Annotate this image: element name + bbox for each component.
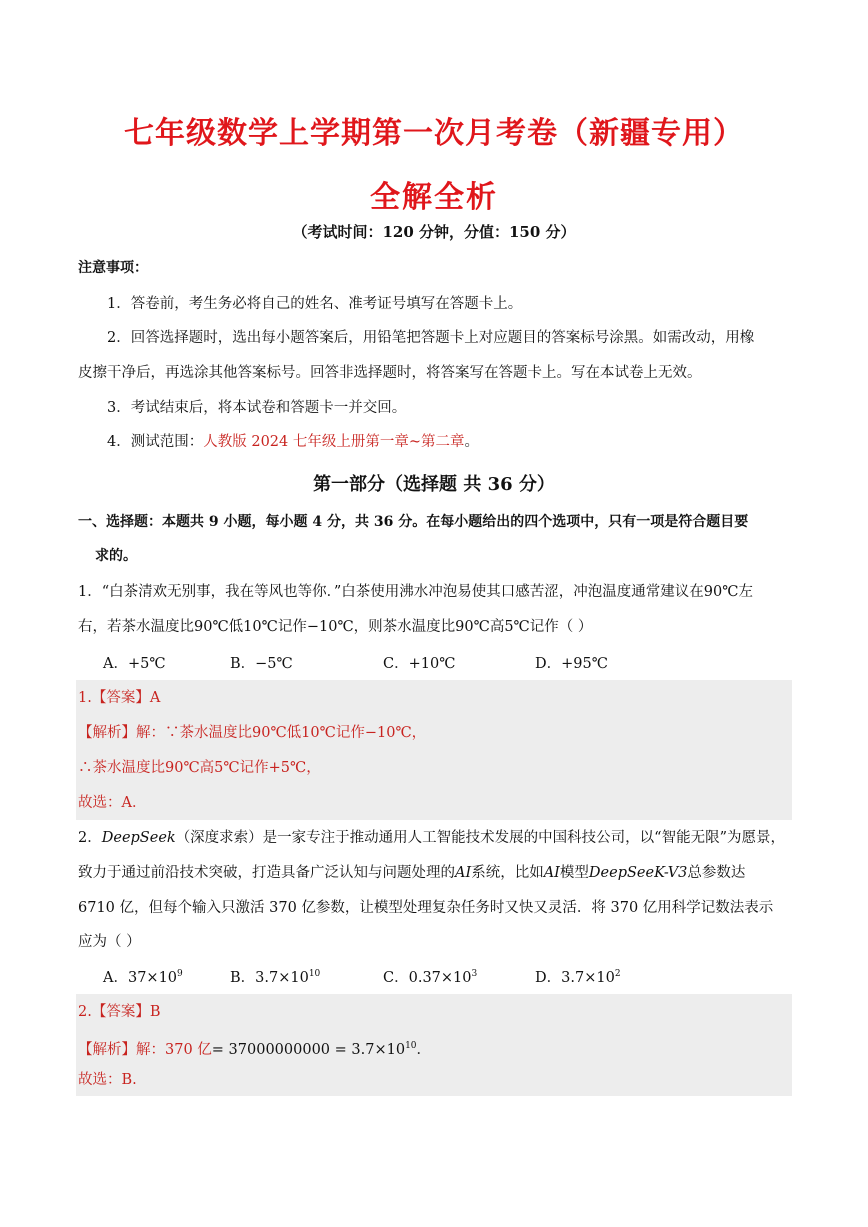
q2-stem-line-2	[78, 863, 745, 883]
exam-info: （考试时间：120 分钟，分值：150 分）	[292, 223, 576, 241]
q1-option-d: D．+95℃	[535, 656, 608, 672]
q1-analysis-line-1	[78, 723, 426, 743]
q2-option-b-base: 3.7×10	[255, 970, 309, 986]
page-title: 七年级数学上学期第一次月考卷（新疆专用）	[124, 116, 744, 151]
q2-option-a	[103, 966, 183, 987]
q2-option-c-label: C．	[383, 970, 409, 986]
q2-term-deepseek: DeepSeek	[101, 830, 176, 846]
q2-option-a-base: 37×10	[127, 970, 178, 986]
q2-analysis-part-b: = 37000000000 = 3.7×10	[211, 1042, 406, 1058]
q1-stem-line-1: 1．“白茶清欢无别事，我在等风也等你．”白茶使用沸水冲泡易使其口感苦涩，冲泡温度通常建议在90℃左	[78, 584, 753, 600]
q2-analysis-exp: 10	[405, 1041, 417, 1051]
q1-option-b: B．−5℃	[230, 656, 293, 672]
q2-option-a-exp: 9	[177, 969, 183, 979]
q2-stem-line-4: 应为（ ）	[78, 934, 141, 950]
q2-line-2-part-c: 模型	[559, 865, 589, 881]
notice-item-2-line-2: 皮擦干净后，再选涂其他答案标号。回答非选择题时，将答案写在答题卡上。写在本试卷上无效。	[78, 365, 702, 381]
q2-option-c-base: 0.37×10	[408, 970, 472, 986]
q2-number: 2．	[78, 830, 102, 846]
section-intro-line-1: 一、选择题：本题共 9 小题，每小题 4 分，共 36 分。在每小题给出的四个选项中，只有一项是符合题目要	[78, 514, 749, 530]
q2-option-b-label: B．	[230, 970, 256, 986]
q2-answer-label: 2.【答案】B	[78, 1004, 161, 1020]
q1-option-c: C．+10℃	[383, 656, 456, 672]
q1-conclusion: 故选：A．	[78, 795, 147, 811]
q2-option-c-exp: 3	[471, 969, 478, 979]
q1-analysis-text-1: 解：∵茶水温度比90℃低10℃记作−10℃，	[136, 725, 427, 741]
section-intro-line-2: 求的。	[95, 548, 137, 564]
q2-option-d-base: 3.7×10	[561, 970, 615, 986]
q2-option-a-label: A．	[103, 970, 128, 986]
notice-heading: 注意事项：	[78, 260, 148, 276]
q1-analysis-tag: 【解析】	[78, 725, 136, 741]
notice-item-2-line-1: 2．回答选择题时，选出每小题答案后，用铅笔把答题卡上对应题目的答案标号涂黑。如需改动，用橡	[107, 330, 755, 346]
q2-stem-line-3: 6710 亿，但每个输入只激活 370 亿参数，让模型处理复杂任务时又快又灵活．将 370 亿用科学记数法表示	[78, 900, 774, 916]
notice-item-3: 3．考试结束后，将本试卷和答题卡一并交回。	[107, 400, 407, 416]
notice-item-4-prefix: 4．测试范围：	[107, 434, 204, 450]
q2-line-2-part-b: 系统，比如	[471, 865, 544, 881]
q2-answer-box	[76, 994, 792, 1096]
section-title: 第一部分（选择题 共 36 分）	[313, 474, 555, 495]
q2-term-ai-2: AI	[543, 865, 560, 881]
q2-term-model: DeepSeeK-V3	[588, 865, 688, 881]
q1-stem-line-2: 右，若茶水温度比90℃低10℃记作−10℃，则茶水温度比90℃高5℃记作（ ）	[78, 619, 593, 635]
q2-option-b-exp: 10	[308, 969, 321, 979]
q2-term-ai: AI	[455, 865, 472, 881]
notice-item-1: 1．答卷前，考生务必将自己的姓名、准考证号填写在答题卡上。	[107, 296, 523, 312]
q2-option-d-label: D．	[535, 970, 562, 986]
q2-line-2-part-d: 总参数达	[687, 865, 746, 881]
q2-conclusion: 故选：B.	[78, 1072, 137, 1088]
q2-option-b	[230, 966, 320, 987]
q1-answer-label: 1.【答案】A	[78, 690, 161, 706]
q2-stem-line-1-text: （深度求索）是一家专注于推动通用人工智能技术发展的中国科技公司，以“智能无限”为愿景，	[175, 830, 786, 846]
q2-analysis-line	[78, 1036, 431, 1060]
q2-line-2-part-a: 致力于通过前沿技术突破，打造具备广泛认知与问题处理的	[78, 865, 455, 881]
q2-option-c	[383, 966, 477, 987]
q2-option-d-exp: 2	[614, 969, 621, 979]
q2-stem-line-1	[78, 828, 785, 848]
page-subtitle: 全解全析	[370, 180, 498, 215]
notice-item-4	[107, 432, 479, 452]
q2-analysis-part-a: 解：370 亿	[136, 1042, 212, 1058]
notice-item-4-suffix: 。	[464, 434, 480, 450]
test-scope: 人教版 2024 七年级上册第一章~第二章	[203, 434, 465, 450]
q1-analysis-line-2: ∴茶水温度比90℃高5℃记作+5℃，	[78, 760, 321, 776]
q2-analysis-end: ．	[416, 1042, 432, 1058]
q1-option-a: A．+5℃	[103, 656, 166, 672]
q1-answer-box	[76, 680, 792, 820]
q2-option-d	[535, 966, 621, 987]
q2-analysis-tag: 【解析】	[78, 1042, 136, 1058]
